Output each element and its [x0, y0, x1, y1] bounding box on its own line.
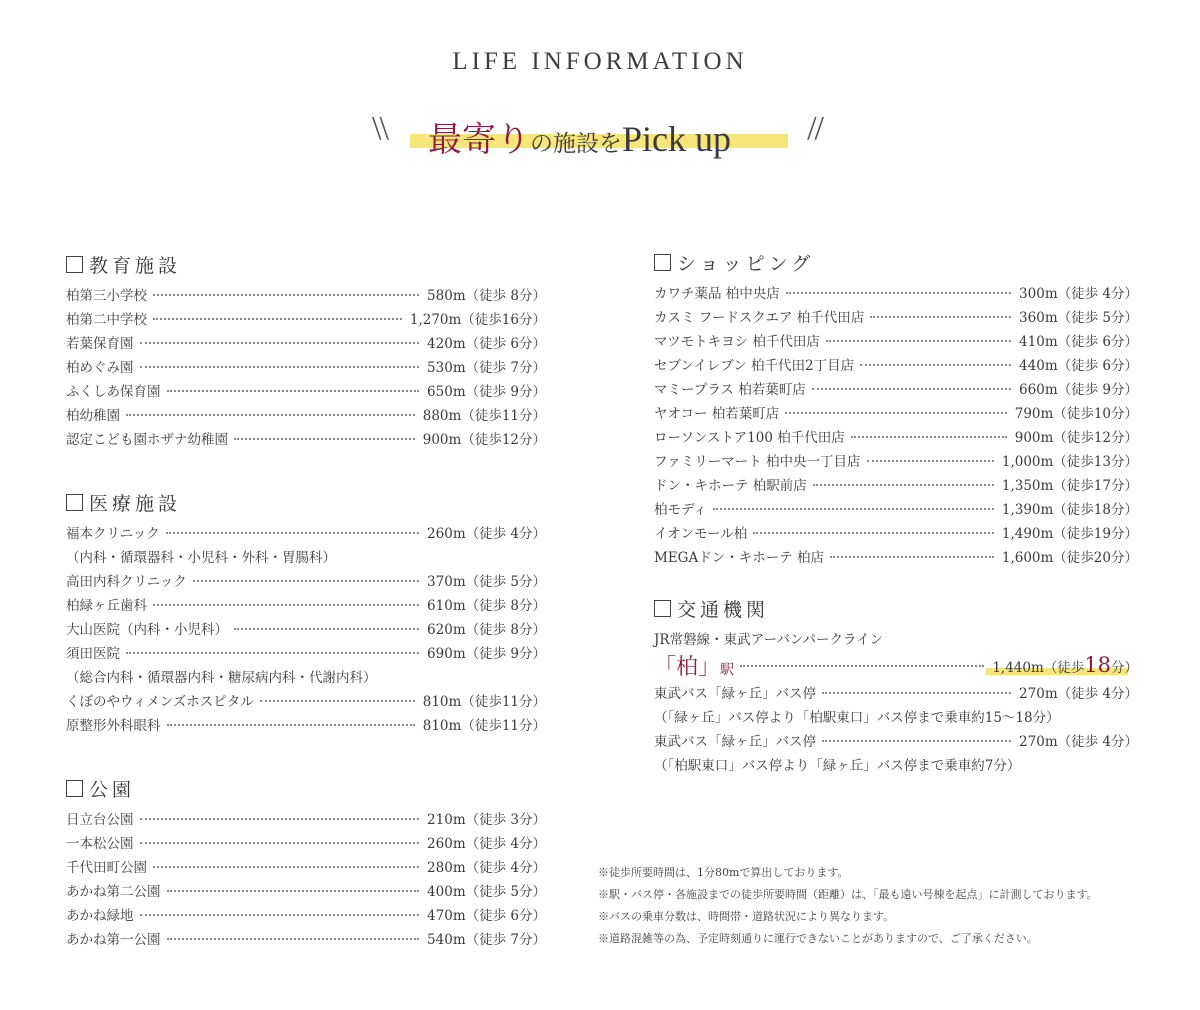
facility-distance: 1,000m（徒歩13分）	[1001, 454, 1138, 470]
facility-name: 福本クリニック	[66, 526, 160, 542]
facility-distance: 470m（徒歩 6分）	[427, 908, 546, 924]
facility-name: MEGAドン・キホーテ 柏店	[654, 550, 825, 566]
leader-dots	[826, 340, 1011, 342]
list-item	[654, 520, 1138, 544]
leader-dots	[740, 665, 984, 667]
leader-dots	[167, 938, 420, 940]
facility-distance: 410m（徒歩 6分）	[1019, 334, 1138, 350]
list-item	[66, 330, 546, 354]
bus-note: （「柏駅東口」バス停より「緑ヶ丘」バス停まで乗車約7分）	[654, 758, 1021, 774]
list-item	[654, 328, 1138, 352]
list-item	[66, 806, 546, 830]
list-item	[66, 568, 546, 592]
facility-name: 日立台公園	[66, 812, 134, 828]
facility-name: 高田内科クリニック	[66, 574, 187, 590]
bus-note: （「緑ヶ丘」バス停より「柏駅東口」バス停まで乗車約15～18分）	[654, 710, 1060, 726]
facility-name: ファミリーマート 柏中央一丁目店	[654, 454, 861, 470]
facility-name: セブンイレブン 柏千代田2丁目店	[654, 358, 855, 374]
list-item	[654, 304, 1138, 328]
facility-name: 柏モディ	[654, 502, 707, 518]
leader-dots	[193, 580, 419, 582]
leader-dots	[851, 436, 1007, 438]
bus-stop-distance: 270m（徒歩 4分）	[1019, 734, 1138, 750]
leader-dots	[167, 890, 420, 892]
facility-name: 柏めぐみ園	[66, 360, 134, 376]
checkbox-square-icon	[66, 494, 83, 511]
bus-stop-name: 東武バス「緑ヶ丘」バス停	[654, 734, 816, 750]
station-name	[654, 650, 740, 681]
leader-dots	[860, 364, 1011, 366]
facility-name: あかね第一公園	[66, 932, 161, 948]
checkbox-square-icon	[66, 780, 83, 797]
facility-name: イオンモール柏	[654, 526, 748, 542]
facility-distance: 260m（徒歩 4分）	[427, 836, 546, 852]
facility-name: 千代田町公園	[66, 860, 147, 876]
station-distance-a: 1,440m（徒歩	[992, 660, 1085, 676]
facility-name: 若葉保育園	[66, 336, 134, 352]
facility-distance: 280m（徒歩 4分）	[427, 860, 546, 876]
facility-distance: 880m（徒歩11分）	[422, 408, 546, 424]
facility-name: 柏幼稚園	[66, 408, 120, 424]
facility-distance: 1,390m（徒歩18分）	[1001, 502, 1138, 518]
list-item	[66, 354, 546, 378]
double-slash-decoration: //	[807, 110, 822, 147]
pickup-title-en: Pick up	[622, 119, 732, 159]
facility-distance: 420m（徒歩 6分）	[427, 336, 546, 352]
list-item	[66, 616, 546, 640]
pickup-title-main: 施設を	[553, 131, 622, 157]
facility-name: あかね第二公園	[66, 884, 161, 900]
leader-dots	[822, 740, 1011, 742]
facility-name: 柏第三小学校	[66, 288, 147, 304]
leader-dots	[234, 628, 419, 630]
pickup-title	[428, 112, 731, 161]
list-item	[654, 352, 1138, 376]
leader-dots	[830, 556, 994, 558]
facility-name: ふくしあ保育園	[66, 384, 161, 400]
list-item	[66, 402, 546, 426]
list-item	[654, 544, 1138, 568]
pickup-title-accent: 最寄り	[428, 120, 530, 160]
leader-dots	[713, 508, 994, 510]
facility-distance: 540m（徒歩 7分）	[427, 932, 546, 948]
bus-stop-name: 東武バス「緑ヶ丘」バス停	[654, 686, 816, 702]
facility-distance: 810m（徒歩11分）	[422, 694, 546, 710]
leader-dots	[167, 724, 415, 726]
section-title-text: 医療施設	[89, 492, 182, 515]
section-title	[654, 594, 1138, 622]
checkbox-square-icon	[654, 254, 671, 271]
facility-distance: 530m（徒歩 7分）	[427, 360, 546, 376]
leader-dots	[753, 532, 994, 534]
list-item	[654, 376, 1138, 400]
facility-list	[66, 520, 546, 736]
facility-name: 柏第二中学校	[66, 312, 147, 328]
facility-distance: 790m（徒歩10分）	[1014, 406, 1138, 422]
footnote: ※バスの乗車分数は、時間帯・道路状況により異なります。	[598, 910, 895, 923]
leader-dots	[153, 294, 419, 296]
section-title-text: ショッピング	[677, 252, 815, 275]
facility-name: カワチ薬品 柏中央店	[654, 286, 780, 302]
facility-distance: 210m（徒歩 3分）	[427, 812, 546, 828]
leader-dots	[140, 842, 420, 844]
section-title	[654, 248, 1138, 276]
facility-name: 原整形外科眼科	[66, 718, 161, 734]
leader-dots	[870, 316, 1011, 318]
facility-list	[66, 806, 546, 950]
list-item	[654, 280, 1138, 304]
station-suffix: 駅	[720, 661, 735, 678]
list-item	[66, 854, 546, 878]
list-item	[654, 448, 1138, 472]
list-item	[66, 520, 546, 544]
facility-note: （内科・循環器科・小児科・外科・胃腸科）	[66, 550, 336, 566]
section-title	[66, 250, 546, 278]
facility-name: あかね緑地	[66, 908, 134, 924]
leader-dots	[812, 388, 1011, 390]
list-item	[66, 426, 546, 450]
list-item	[66, 282, 546, 306]
facility-distance: 900m（徒歩12分）	[422, 432, 546, 448]
transport-section	[654, 594, 1138, 776]
leader-dots	[153, 604, 419, 606]
station-distance-c: 分）	[1111, 660, 1138, 676]
rail-line: JR常磐線・東武アーバンパークライン	[654, 632, 884, 648]
facility-name: 一本松公園	[66, 836, 134, 852]
shopping-section	[654, 248, 1138, 568]
list-item	[66, 688, 546, 712]
footnote: ※徒歩所要時間は、1分80mで算出しております。	[598, 866, 849, 879]
facility-name: 認定こども園ホザナ幼稚園	[66, 432, 228, 448]
list-item	[66, 378, 546, 402]
list-item	[66, 592, 546, 616]
leader-dots	[166, 532, 419, 534]
leader-dots	[786, 292, 1011, 294]
facility-distance: 260m（徒歩 4分）	[427, 526, 546, 542]
leader-dots	[813, 484, 994, 486]
list-item	[66, 926, 546, 950]
facility-distance: 400m（徒歩 5分）	[427, 884, 546, 900]
leader-dots	[153, 866, 419, 868]
facility-distance: 810m（徒歩11分）	[422, 718, 546, 734]
section-title-text: 交通機関	[677, 598, 770, 621]
facility-distance: 1,490m（徒歩19分）	[1001, 526, 1138, 542]
checkbox-square-icon	[66, 256, 83, 273]
station-minutes: 18	[1084, 653, 1111, 677]
leader-dots	[126, 414, 415, 416]
list-item	[66, 830, 546, 854]
station-distance-text	[992, 653, 1138, 677]
facility-name: 柏緑ヶ丘歯科	[66, 598, 147, 614]
leader-dots	[867, 460, 994, 462]
list-item	[654, 496, 1138, 520]
page-title: LIFE INFORMATION	[452, 48, 748, 75]
facility-distance: 660m（徒歩 9分）	[1019, 382, 1138, 398]
leader-dots	[785, 412, 1006, 414]
facility-list	[654, 280, 1138, 568]
list-item	[66, 878, 546, 902]
pickup-heading	[370, 104, 830, 164]
facility-name: ヤオコー 柏若葉町店	[654, 406, 780, 422]
leader-dots	[140, 818, 420, 820]
facility-distance: 370m（徒歩 5分）	[427, 574, 546, 590]
medical-section	[66, 488, 546, 736]
facility-distance: 650m（徒歩 9分）	[427, 384, 546, 400]
bus-stop-distance: 270m（徒歩 4分）	[1019, 686, 1138, 702]
facility-name: 大山医院（内科・小児科）	[66, 622, 228, 638]
facility-distance: 1,270m（徒歩16分）	[409, 312, 546, 328]
list-item	[654, 728, 1138, 752]
facility-distance: 1,350m（徒歩17分）	[1001, 478, 1138, 494]
footnote: ※道路混雑等の為、予定時刻通りに運行できないことがありますので、ご了承ください。	[598, 932, 1038, 945]
facility-distance: 900m（徒歩12分）	[1014, 430, 1138, 446]
leader-dots	[260, 700, 415, 702]
section-title-text: 公園	[89, 778, 136, 801]
facility-distance: 690m（徒歩 9分）	[427, 646, 546, 662]
leader-dots	[140, 914, 420, 916]
facility-note: （総合内科・循環器内科・糖尿病内科・代謝内科）	[66, 670, 377, 686]
section-title-text: 教育施設	[89, 254, 182, 277]
list-item	[654, 400, 1138, 424]
facility-name: 須田医院	[66, 646, 120, 662]
facility-distance: 1,600m（徒歩20分）	[1001, 550, 1138, 566]
facility-name: くぼのやウィメンズホスピタル	[66, 694, 254, 710]
footnote: ※駅・バス停・各施設までの徒歩所要時間（距離）は、「最も遠い号棟を起点」に計測しております。	[598, 888, 1098, 901]
pickup-title-particle: の	[530, 131, 553, 157]
section-title	[66, 774, 546, 802]
leader-dots	[167, 390, 420, 392]
facility-distance: 620m（徒歩 8分）	[427, 622, 546, 638]
list-item	[66, 640, 546, 664]
footnotes	[598, 862, 1098, 950]
education-section	[66, 250, 546, 450]
leader-dots	[140, 366, 420, 368]
list-item	[654, 424, 1138, 448]
facility-distance: 360m（徒歩 5分）	[1019, 310, 1138, 326]
station-distance	[984, 653, 1138, 677]
facility-distance: 610m（徒歩 8分）	[427, 598, 546, 614]
facility-distance: 440m（徒歩 6分）	[1019, 358, 1138, 374]
facility-list	[66, 282, 546, 450]
leader-dots	[153, 318, 402, 320]
leader-dots	[126, 652, 419, 654]
facility-name: マツモトキヨシ 柏千代田店	[654, 334, 820, 350]
list-item	[654, 472, 1138, 496]
facility-name: ドン・キホーテ 柏駅前店	[654, 478, 807, 494]
checkbox-square-icon	[654, 600, 671, 617]
facility-name: カスミ フードスクエア 柏千代田店	[654, 310, 865, 326]
list-item	[654, 680, 1138, 704]
leader-dots	[822, 692, 1011, 694]
transport-list	[654, 626, 1138, 776]
facility-name: ローソンストア100 柏千代田店	[654, 430, 845, 446]
list-item	[66, 306, 546, 330]
facility-name: マミープラス 柏若葉町店	[654, 382, 806, 398]
leader-dots	[140, 342, 420, 344]
leader-dots	[234, 438, 415, 440]
parks-section	[66, 774, 546, 950]
station-row	[654, 650, 1138, 680]
section-title	[66, 488, 546, 516]
double-backslash-decoration: \\	[372, 110, 387, 147]
list-item	[66, 902, 546, 926]
station-name-text: 「柏」	[654, 654, 721, 680]
facility-distance: 580m（徒歩 8分）	[427, 288, 546, 304]
list-item	[66, 712, 546, 736]
facility-distance: 300m（徒歩 4分）	[1019, 286, 1138, 302]
